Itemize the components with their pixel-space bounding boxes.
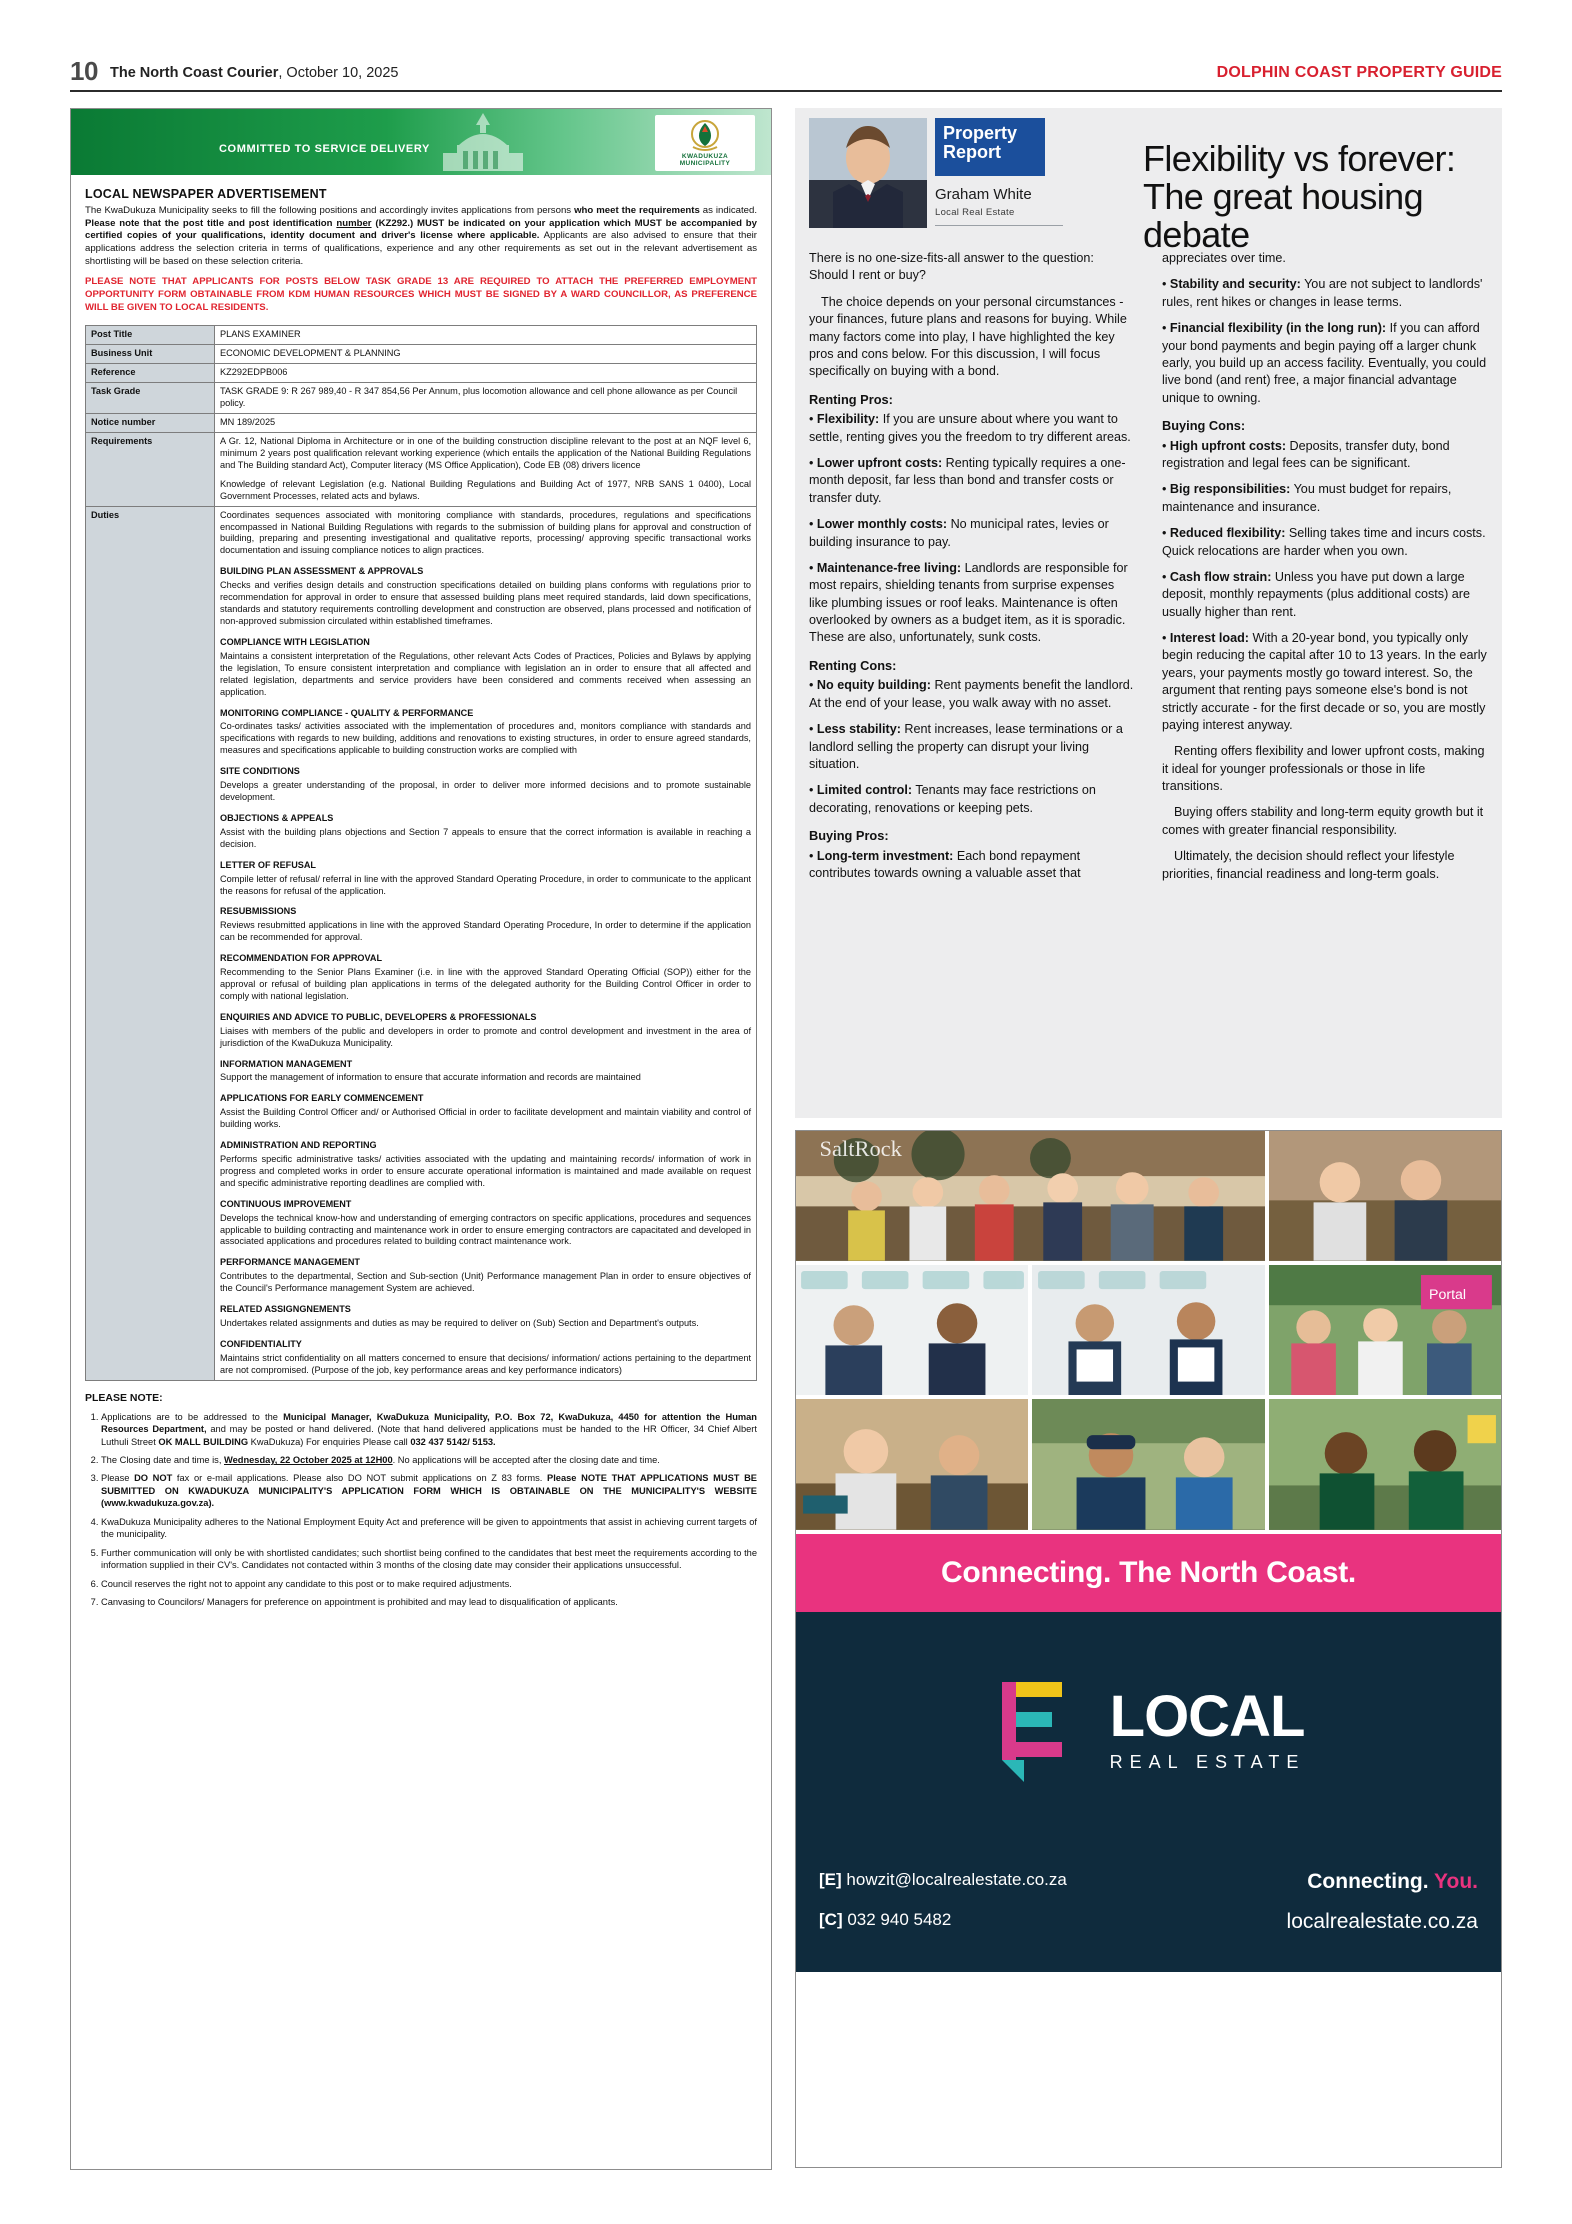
article-subheading: Renting Pros: — [809, 391, 893, 407]
photo-group-4 — [1032, 1265, 1265, 1396]
article-paragraph: • Flexibility: If you are unsure about where you want to settle, renting gives you the freedom to try different areas. — [809, 412, 1131, 444]
note-item: 5. Further communication will only be with shortlisted candidates; such shortlist being confined to the candidates that best meet the requirements according to the information supplied in their CV's. Candidates not contacted within 3 months of the closing date may consider their applications unsuccessful. — [101, 1547, 757, 1572]
row-key: Reference — [86, 364, 215, 383]
article-paragraph: The choice depends on your personal circumstances - your finances, future plans and reasons for buying. While many factors come into play, I have highlighted the key pros and cons below. For this discussion, I will focus specifically on buying with a bond. — [809, 294, 1127, 379]
row-value — [215, 506, 757, 1380]
please-note-section — [71, 1381, 771, 1629]
event-photo — [1269, 1265, 1502, 1396]
article-paragraph: Ultimately, the decision should reflect your lifestyle priorities, financial readiness and long-term goals. — [1162, 849, 1455, 881]
event-photo — [1269, 1399, 1502, 1530]
table-row — [86, 413, 757, 432]
duty-heading: CONFIDENTIALITY — [220, 1338, 302, 1349]
duty-body: Maintains a consistent interpretation of the Regulations, other relevant Acts Codes of Practices, Policies and Bylaws by applying the legislation, To ensure consistent interpretation and compliance with legislation an in order to ensure that all affected and related legislation, departments and service providers have been considered and comments received when assessing an application. — [220, 650, 751, 697]
photo-group-3 — [795, 1265, 1028, 1396]
table-row — [86, 345, 757, 364]
article-subheading: Buying Pros: — [809, 828, 889, 844]
photo-group-8 — [1269, 1399, 1502, 1530]
note-item: 1. Applications are to be addressed to the Municipal Manager, KwaDukuza Municipality, P.O. Box 72, KwaDukuza, 4450 for attention the Human Resources Department, and may be posted or hand delivered. (Note that hand delivered applications must be handed to the HR Officer, 34 Chief Albert Luthuli Street OK MALL BUILDING KwaDukuza) For enquiries Please call 032 437 5142/ 5153. — [101, 1411, 757, 1448]
connecting-banner-text: Connecting. The North Coast. — [941, 1556, 1356, 1589]
please-note-title: PLEASE NOTE: — [85, 1391, 163, 1404]
article-paragraph: • Big responsibilities: You must budget for repairs, maintenance and insurance. — [1162, 482, 1452, 514]
note-item: 7. Canvasing to Councilors/ Managers for preference on appointment is prohibited and may lead to disqualification of applicants. — [101, 1596, 757, 1608]
row-key: Business Unit — [86, 345, 215, 364]
article-paragraph: • Lower upfront costs: Renting typically requires a one-month deposit, far less than bond and transfer costs or transfer duty. — [809, 456, 1126, 505]
row-key: Requirements — [86, 432, 215, 506]
article-paragraph: • Interest load: With a 20-year bond, you typically only begin reducing the capital after 10 to 13 years. In the early years, your payments mostly go toward interest. So, the argument that renting pays someone else's bond is not strictly accurate - for the first decade or so, you are mostly paying interest anyway. — [1162, 631, 1487, 732]
local-logo-icon — [992, 1678, 1084, 1782]
article-subheading: Renting Cons: — [809, 657, 897, 673]
svg-text:SaltRock: SaltRock — [819, 1136, 902, 1162]
advert-title: LOCAL NEWSPAPER ADVERTISEMENT — [85, 187, 327, 201]
agent-portrait — [809, 118, 927, 228]
tagline-connecting: Connecting. — [1307, 1870, 1429, 1893]
row-value: PLANS EXAMINER — [215, 326, 757, 345]
duty-body: Reviews resubmitted applications in line with the approved Standard Operating Procedure, In order to determine if the application can be recommended for approval. — [220, 920, 751, 943]
table-row — [86, 326, 757, 345]
duties-intro: Coordinates sequences associated with monitoring compliance with standards, procedures, regulations and specifications encompassed in National Building Regulations with regards to the submission of building plans for approval and construction of building, preparing and presenting investigational and qualitative reports, processing/ approving specific transactional works documentation and issuing compliance notices to align practices. — [220, 509, 751, 556]
website-url[interactable]: localrealestate.co.za — [1286, 1910, 1478, 1933]
event-photo — [795, 1265, 1028, 1396]
duty-heading: OBJECTIONS & APPEALS — [220, 813, 334, 824]
event-photo — [1032, 1265, 1265, 1396]
duty-heading: ADMINISTRATION AND REPORTING — [220, 1140, 377, 1151]
logo-word-local: LOCAL — [1109, 1683, 1305, 1749]
table-row-duties — [86, 506, 757, 1380]
duty-body: Support the management of information to ensure that accurate information and records are maintained — [220, 1072, 641, 1083]
duty-heading: RESUBMISSIONS — [220, 906, 297, 917]
event-photo — [795, 1399, 1028, 1530]
duty-body: Checks and verifies design details and construction specifications detailed on building plans conforms with regulations prior to recommendation for approval in order to ensure that assessed building plans meet required standards, laid down specifications, standards and statutory requirements controlling development and construction are observed, plans processed and notification of non-approved submission circulated within established timeframes. — [220, 580, 751, 627]
coat-of-arms-icon — [683, 119, 727, 153]
article-paragraph: • Reduced flexibility: Selling takes time and incurs costs. Quick relocations are harder when you own. — [1162, 526, 1486, 558]
connecting-banner — [795, 1534, 1502, 1612]
row-value: ECONOMIC DEVELOPMENT & PLANNING — [215, 345, 757, 364]
photo-group-1 — [795, 1130, 1265, 1261]
contact-strip — [795, 1848, 1502, 1972]
event-photo — [795, 1130, 1265, 1261]
duty-body: Develops the technical know-how and understanding of emerging contractors on specific applications, procedures and sequences applicable to building contracting and maintenance work in order to ensure emerging contractors are capacitated and developed in associated applications and procedures related to building contract maintenance work. — [220, 1212, 751, 1247]
photo-group-6 — [795, 1399, 1028, 1530]
article-paragraph: • Stability and security: You are not subject to landlords' rules, rent hikes or changes in lease terms. — [1162, 277, 1483, 309]
duty-heading: LETTER OF REFUSAL — [220, 859, 316, 870]
job-details-table — [85, 325, 757, 1381]
agent-photo — [809, 118, 927, 228]
local-logo-text — [1109, 1683, 1306, 1773]
email-address[interactable]: howzit@localrealestate.co.za — [846, 1870, 1067, 1889]
row-value — [215, 432, 757, 506]
table-row — [86, 364, 757, 383]
photo-group-7 — [1032, 1399, 1265, 1530]
email-tag: [E] — [819, 1870, 842, 1889]
property-report-article — [795, 108, 1502, 1118]
duty-heading: RELATED ASSIGNGNEMENTS — [220, 1304, 351, 1315]
article-paragraph: • Lower monthly costs: No municipal rates, levies or building insurance to pay. — [809, 517, 1109, 549]
article-body — [809, 250, 1489, 883]
event-photo — [1269, 1130, 1502, 1261]
row-value: KZ292EDPB006 — [215, 364, 757, 383]
article-paragraph: • No equity building: Rent payments benefit the landlord. At the end of your lease, you walk away with no asset. — [809, 678, 1134, 710]
row-value: TASK GRADE 9: R 267 989,40 - R 347 854,56 Per Annum, plus locomotion allowance and cell phone allowance as per Council policy. — [215, 382, 757, 413]
right-column — [795, 108, 1502, 1933]
building-illustration — [423, 111, 543, 173]
article-subheading: Buying Cons: — [1162, 418, 1246, 433]
article-paragraph: • Financial flexibility (in the long run): If you can afford your bond payments and begin paying off a larger chunk early, you build up an access facility. Eventually, you could live bond (and rent) free, a major financial advantage unique to owning. — [1162, 321, 1487, 405]
article-paragraph: • Cash flow strain: Unless you have put down a large deposit, monthly repayments (plus additional costs) are usually higher than rent. — [1162, 569, 1470, 619]
article-paragraph: • Maintenance-free living: Landlords are responsible for most repairs, shielding tenants from surprise expenses like plumbing issues or roof leaks. Maintenance is often overlooked by owners as a budget item, as it is sporadic. These are also, unfortunately, sunk costs. — [809, 560, 1128, 645]
local-real-estate-logo-block — [795, 1612, 1502, 1848]
municipality-logo — [655, 115, 755, 171]
duty-body: Contributes to the departmental, Section and Sub-section (Unit) Performance management Plan in order to ensure objectives of the Council's Performance management System are achieved. — [220, 1271, 751, 1294]
note-item: 2. The Closing date and time is, Wednesday, 22 October 2025 at 12H00. No applications will be accepted after the closing date and time. — [101, 1454, 757, 1466]
duty-body: Performs specific administrative tasks/ activities associated with the updating and maintaining records/ information of work in progress and completed works in order to ensure accurate operational information is maintained and made available on request and specific administrative reporting deadlines are complied with. — [220, 1153, 751, 1188]
article-paragraph: Renting offers flexibility and lower upfront costs, making it ideal for younger professionals or those in life transitions. — [1162, 744, 1485, 794]
advert-intro: The KwaDukuza Municipality seeks to fill the following positions and accordingly invites applications from persons who meet the requirements as indicated. Please note that the post title and post identification number (KZ292.) MUST be indicated on your application which MUST be accompanied by certified copies of your qualifications, identity document and driver's license where applicable. Applicants are also advised to ensure that their applications address the selection criteria in terms of qualifications, experience and any other requirements as set out in the relevant advertisement as shortlisting will be based on these selection criteria. — [85, 205, 757, 267]
municipality-logo-text: KWADUKUZA MUNICIPALITY — [679, 152, 731, 167]
phone-tag: [C] — [819, 1910, 843, 1929]
duty-heading: COMPLIANCE WITH LEGISLATION — [220, 637, 370, 648]
phone-line — [819, 1910, 951, 1930]
row-key: Notice number — [86, 413, 215, 432]
photo-group-2 — [1269, 1130, 1502, 1261]
duty-heading: RECOMMENDATION FOR APPROVAL — [220, 953, 382, 964]
note-item: 4. KwaDukuza Municipality adheres to the National Employment Equity Act and preference will be given to appointments that assist in achieving current targets of the municipality. — [101, 1516, 757, 1541]
event-photo — [1032, 1399, 1265, 1530]
article-headline: Flexibility vs forever: The great housing debate — [1143, 138, 1456, 256]
article-paragraph: • Less stability: Rent increases, lease terminations or a landlord selling the property can disrupt your living situation. — [809, 722, 1123, 771]
table-row — [86, 382, 757, 413]
logo-word-realestate: REAL ESTATE — [1109, 1751, 1306, 1772]
article-header — [795, 108, 1502, 256]
article-paragraph: • Limited control: Tenants may face restrictions on decorating, renovations or keeping pets. — [809, 783, 1096, 815]
duty-body: Undertakes related assignments and duties as may be required to deliver on (Sub) Section and Department's outputs. — [220, 1317, 699, 1328]
sign-text: Portal — [1429, 1285, 1467, 1302]
duty-heading: BUILDING PLAN ASSESSMENT & APPROVALS — [220, 566, 424, 577]
section-title: DOLPHIN COAST PROPERTY GUIDE — [1216, 64, 1502, 81]
event-photo-grid — [795, 1130, 1502, 1530]
masthead — [70, 56, 1502, 92]
photo-group-5 — [1269, 1265, 1502, 1396]
page-number: 10 — [70, 56, 98, 86]
duty-heading: ENQUIRIES AND ADVICE TO PUBLIC, DEVELOPERS & PROFESSIONALS — [220, 1011, 537, 1022]
row-key: Duties — [86, 506, 215, 1380]
requirement-item: Knowledge of relevant Legislation (e.g. National Building Regulations and Building Act of 1977, NRB SANS 1 0400), Local Government Processes, related acts and bylaws. — [220, 478, 751, 501]
duty-body: Assist the Building Control Officer and/ or Authorised Official in order to facilitate development and maintain viability and control of building works. — [220, 1107, 751, 1130]
advert-banner — [71, 109, 771, 175]
duty-heading: INFORMATION MANAGEMENT — [220, 1058, 353, 1069]
duty-body: Liaises with members of the public and developers in order to promote and control development and investment in the area of jurisdiction of the KwaDukuza Municipality. — [220, 1025, 751, 1048]
duty-body: Co-ordinates tasks/ activities associated with the implementation of procedures and, monitors compliance with standards and specifications with regards to new building, additions and renovations to existing structures, in order to ensure agreed standards, measures and specifications applicable to building construction works are complied with — [220, 721, 751, 756]
duty-heading: SITE CONDITIONS — [220, 766, 300, 777]
duty-body: Maintains strict confidentiality on all matters concerned to ensure that decisions/ information/ actions pertaining to the department are not compromised. (Purpose of the job, key performance areas and key performance indicators) — [220, 1352, 751, 1375]
duty-body: Compile letter of refusal/ referral in line with the approved Standard Operating Procedure, in order to communicate to the applicant the reasons for refusal of the application. — [220, 873, 751, 896]
agent-name: Graham White — [935, 186, 1032, 203]
phone-number[interactable]: 032 940 5482 — [847, 1910, 952, 1929]
article-paragraph: Buying offers stability and long-term equity growth but it comes with greater financial responsibility. — [1162, 805, 1484, 837]
row-key: Post Title — [86, 326, 215, 345]
duty-body: Develops a greater understanding of the proposal, in order to deliver more informed decisions and to promote sustainable development. — [220, 780, 751, 803]
row-key: Task Grade — [86, 382, 215, 413]
duty-body: Assist with the building plans objections and Section 7 appeals to ensure that the correct information is available in reaching a decision. — [220, 826, 751, 849]
tagline — [1307, 1870, 1478, 1894]
requirement-item: A Gr. 12, National Diploma in Architecture or in one of the building construction discipline relevant to the post at an NQF level 6, minimum 2 years post qualification relevant working experience (which entails the application of the National Building Regulations and The Building standard Act), Computer literacy (MS Office Application), Code EB (08) drivers licence — [220, 435, 751, 470]
divider — [935, 225, 1063, 226]
article-paragraph: There is no one-size-fits-all answer to the question: Should I rent or buy? — [809, 251, 1094, 283]
agent-company: Local Real Estate — [935, 207, 1015, 218]
duty-heading: CONTINUOUS IMPROVEMENT — [220, 1198, 352, 1209]
table-row-requirements — [86, 432, 757, 506]
tagline-you: You. — [1434, 1870, 1478, 1893]
municipal-advertisement — [70, 108, 772, 2170]
duty-heading: PERFORMANCE MANAGEMENT — [220, 1257, 360, 1268]
note-item: 6. Council reserves the right not to appoint any candidate to this post or to make required adjustments. — [101, 1578, 757, 1590]
advert-slogan: COMMITTED TO SERVICE DELIVERY — [219, 143, 430, 155]
duty-body: Recommending to the Senior Plans Examiner (i.e. in line with the approved Standard Operating Official (SOP)) either for the approval or refusal of building plan applications in terms of the delegated authority for the Building Control Officer in order to comply with national legislation. — [220, 967, 751, 1001]
row-value: MN 189/2025 — [215, 413, 757, 432]
article-paragraph: • High upfront costs: Deposits, transfer duty, bond registration and legal fees can be significant. — [1162, 438, 1450, 471]
duty-heading: MONITORING COMPLIANCE - QUALITY & PERFORMANCE — [220, 707, 474, 718]
article-paragraph: • Long-term investment: Each bond repayment contributes towards owning a valuable asset that appreciates over time. — [809, 251, 1286, 881]
duty-heading: APPLICATIONS FOR EARLY COMMENCEMENT — [220, 1093, 424, 1104]
publication-title: The North Coast Courier, October 10, 2025 — [110, 65, 399, 81]
email-line — [819, 1870, 1067, 1890]
note-item: 3. Please DO NOT fax or e-mail applications. Please also DO NOT submit applications on Z 83 forms. Please NOTE THAT APPLICATIONS MUST BE SUBMITTED ON KWADUKUZA MUNICIPALITY'S APPLICATION FORM WHICH IS OBTAINABLE ON THE MUNICIPALITY'S WEBSITE (www.kwadukuza.gov.za). — [101, 1472, 757, 1509]
property-report-badge: Property Report — [935, 118, 1045, 176]
advert-red-note: PLEASE NOTE THAT APPLICANTS FOR POSTS BELOW TASK GRADE 13 ARE REQUIRED TO ATTACH THE PREFERRED EMPLOYMENT OPPORTUNITY FORM OBTAINABLE FROM KDM HUMAN RESOURCES WHICH MUST BE SIGNED BY A WARD COUNCILLOR, AS PREFERENCE WILL BE GIVEN TO LOCAL RESIDENTS. — [85, 276, 757, 314]
